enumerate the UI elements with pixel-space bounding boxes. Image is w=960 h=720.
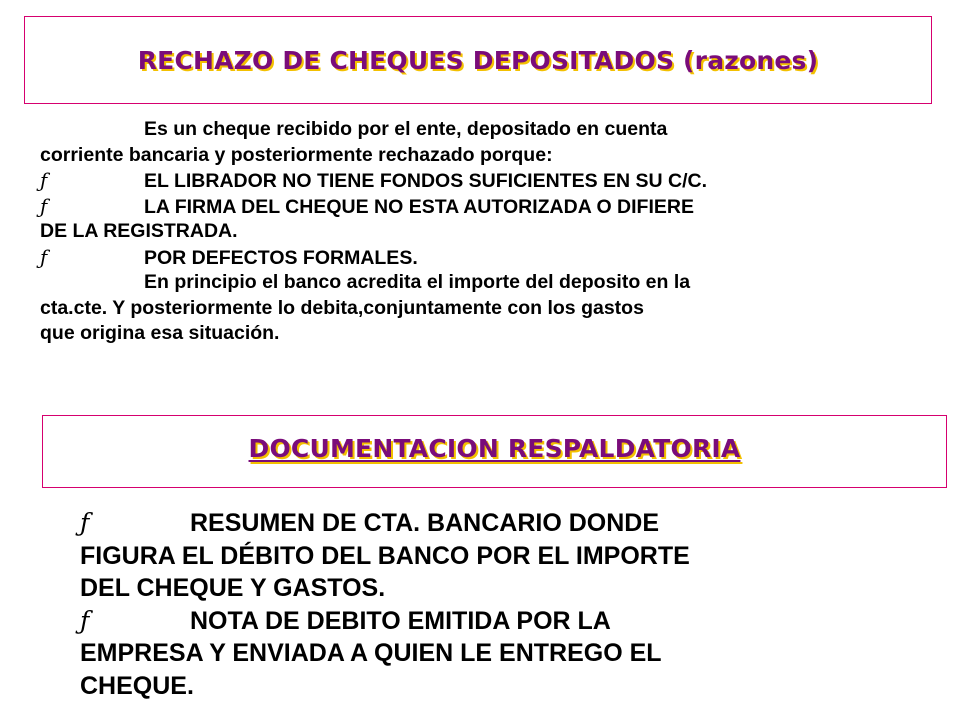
intro-line: corriente bancaria y posteriormente rechazado porque: [40, 143, 553, 166]
f-hook-bullet-icon: ƒ [40, 245, 48, 269]
closing-line [40, 270, 920, 296]
document-text: FIGURA EL DÉBITO DEL BANCO POR EL IMPORTE [80, 541, 690, 570]
closing-line: cta.cte. Y posteriormente lo debita,conjuntamente con los gastos [40, 296, 644, 319]
document-text: NOTA DE DEBITO EMITIDA POR LA [190, 606, 611, 635]
reason-text: EL LIBRADOR NO TIENE FONDOS SUFICIENTES EN SU C/C. [144, 170, 708, 192]
reasons-section [40, 117, 920, 347]
document-text: CHEQUE. [80, 671, 194, 700]
reason-item [40, 168, 920, 194]
top-title-box [24, 16, 932, 104]
f-hook-bullet-icon: ƒ [40, 169, 48, 192]
closing-line: que origina esa situación. [40, 322, 280, 344]
section-title: DOCUMENTACION RESPALDATORIA [248, 434, 741, 463]
reason-item [40, 245, 920, 271]
document-text: EMPRESA Y ENVIADA A QUIEN LE ENTREGO EL [80, 639, 662, 667]
document-item [80, 605, 930, 638]
reason-text: POR DEFECTOS FORMALES. [144, 246, 418, 269]
f-hook-bullet-icon: ƒ [80, 508, 90, 537]
f-hook-bullet-icon: ƒ [40, 194, 48, 218]
bottom-title-box [42, 415, 947, 488]
closing-text: En principio el banco acredita el importe del deposito en la [144, 271, 691, 293]
reason-text: LA FIRMA DEL CHEQUE NO ESTA AUTORIZADA O DIFIERE [144, 195, 694, 218]
documents-list [80, 507, 930, 702]
document-text: RESUMEN DE CTA. BANCARIO DONDE [190, 509, 659, 537]
document-text: DEL CHEQUE Y GASTOS. [80, 574, 386, 602]
page-title: RECHAZO DE CHEQUES DEPOSITADOS (razones) [137, 45, 819, 75]
reason-item [40, 194, 920, 220]
intro-text: Es un cheque recibido por el ente, depositado en cuenta [144, 118, 668, 140]
f-hook-bullet-icon: ƒ [80, 605, 90, 635]
intro-line [40, 117, 920, 143]
document-item [80, 507, 930, 540]
reason-continuation: DE LA REGISTRADA. [40, 220, 238, 242]
